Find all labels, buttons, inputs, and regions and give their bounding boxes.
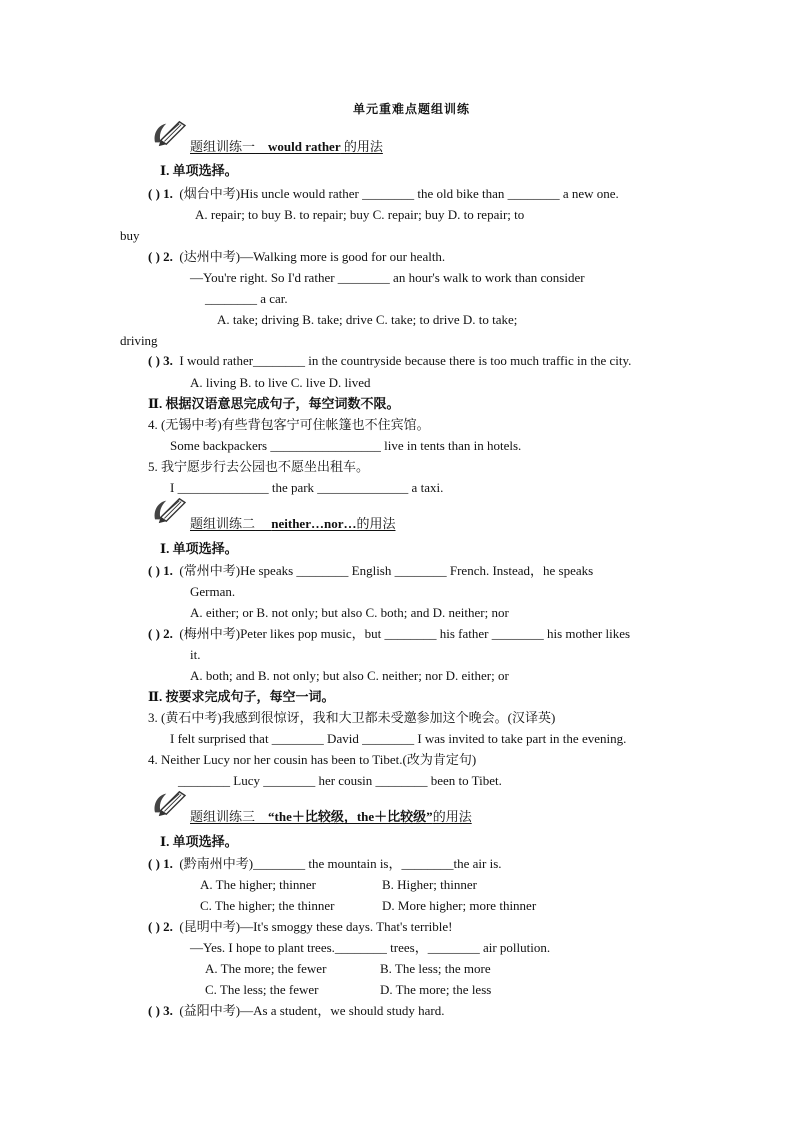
answer-line: Some backpackers _________________ live in tents than in hotels. — [170, 438, 522, 453]
option-b: B. The less; the more — [380, 961, 491, 976]
question-wrap: it. — [190, 647, 201, 662]
question-3: ( ) 3. I would rather________ in the countryside because there is too much traffic in the city. — [148, 353, 632, 368]
question-2: ( ) 2. (梅州中考)Peter likes pop music，but ________ his father ________ his mother likes — [148, 626, 631, 641]
question-wrap: German. — [190, 584, 236, 599]
answer-line: I felt surprised that ________ David ________ I was invited to take part in the evening. — [170, 731, 627, 746]
option-c: C. The higher; the thinner — [200, 898, 335, 913]
answer-line: ________ Lucy ________ her cousin ________ been to Tibet. — [178, 773, 502, 788]
part-heading: Ⅱ. 根据汉语意思完成句子，每空词数不限。 — [148, 396, 400, 411]
part-heading: Ⅰ. 单项选择。 — [160, 834, 238, 849]
option-d: D. The more; the less — [380, 982, 492, 997]
question-line: ________ a car. — [205, 291, 288, 306]
question-line: —Yes. I hope to plant trees.________ trees，________ air pollution. — [190, 940, 551, 955]
question-5: 5. 我宁愿步行去公园也不愿坐出租车。 — [148, 459, 370, 474]
options: A. take; driving B. take; drive C. take; to drive D. to take; — [217, 312, 518, 327]
answer-line: I ______________ the park ______________ a taxi. — [170, 480, 444, 495]
question-4: 4. Neither Lucy nor her cousin has been to Tibet.(改为肯定句) — [148, 752, 477, 767]
option-d: D. More higher; more thinner — [382, 898, 537, 913]
question-line: —You're right. So I'd rather ________ an hour's walk to work than consider — [190, 270, 585, 285]
question-1: ( ) 1. (烟台中考)His uncle would rather ________ the old bike than ________ a new one. — [148, 186, 619, 201]
part-heading: Ⅱ. 按要求完成句子，每空一词。 — [148, 689, 335, 704]
question-1: ( ) 1. (黔南州中考)________ the mountain is，________the air is. — [148, 856, 502, 871]
question-4: 4. (无锡中考)有些背包客宁可住帐篷也不住宾馆。 — [148, 417, 430, 432]
options: A. repair; to buy B. to repair; buy C. repair; buy D. to repair; to — [195, 207, 525, 222]
page-title: 单元重难点题组训练 — [353, 102, 471, 116]
question-1: ( ) 1. (常州中考)He speaks ________ English ________ French. Instead，he speaks — [148, 563, 594, 578]
pen-icon — [150, 788, 190, 818]
options: A. living B. to live C. live D. lived — [190, 375, 371, 390]
option-a: A. The more; the fewer — [205, 961, 327, 976]
part-heading: Ⅰ. 单项选择。 — [160, 163, 238, 178]
question-2: ( ) 2. (达州中考)—Walking more is good for our health. — [148, 249, 446, 264]
section-title-1: 题组训练一 would rather 的用法 — [190, 139, 383, 154]
question-3: ( ) 3. (益阳中考)—As a student，we should study hard. — [148, 1003, 445, 1018]
option-b: B. Higher; thinner — [382, 877, 477, 892]
pen-icon — [150, 118, 190, 148]
option-a: A. The higher; thinner — [200, 877, 317, 892]
part-heading: Ⅰ. 单项选择。 — [160, 541, 238, 556]
section-title-3: 题组训练三 “the＋比较级，the＋比较级”的用法 — [190, 809, 472, 824]
section-title-2: 题组训练二 neither…nor…的用法 — [190, 516, 396, 531]
question-3: 3. (黄石中考)我感到很惊讶，我和大卫都未受邀参加这个晚会。(汉译英) — [148, 710, 556, 725]
options: A. either; or B. not only; but also C. both; and D. neither; nor — [190, 605, 509, 620]
options-wrap: driving — [120, 333, 158, 348]
question-2: ( ) 2. (昆明中考)—It's smoggy these days. That's terrible! — [148, 919, 453, 934]
options-wrap: buy — [120, 228, 140, 243]
options: A. both; and B. not only; but also C. neither; nor D. either; or — [190, 668, 509, 683]
option-c: C. The less; the fewer — [205, 982, 319, 997]
pen-icon — [150, 495, 190, 525]
